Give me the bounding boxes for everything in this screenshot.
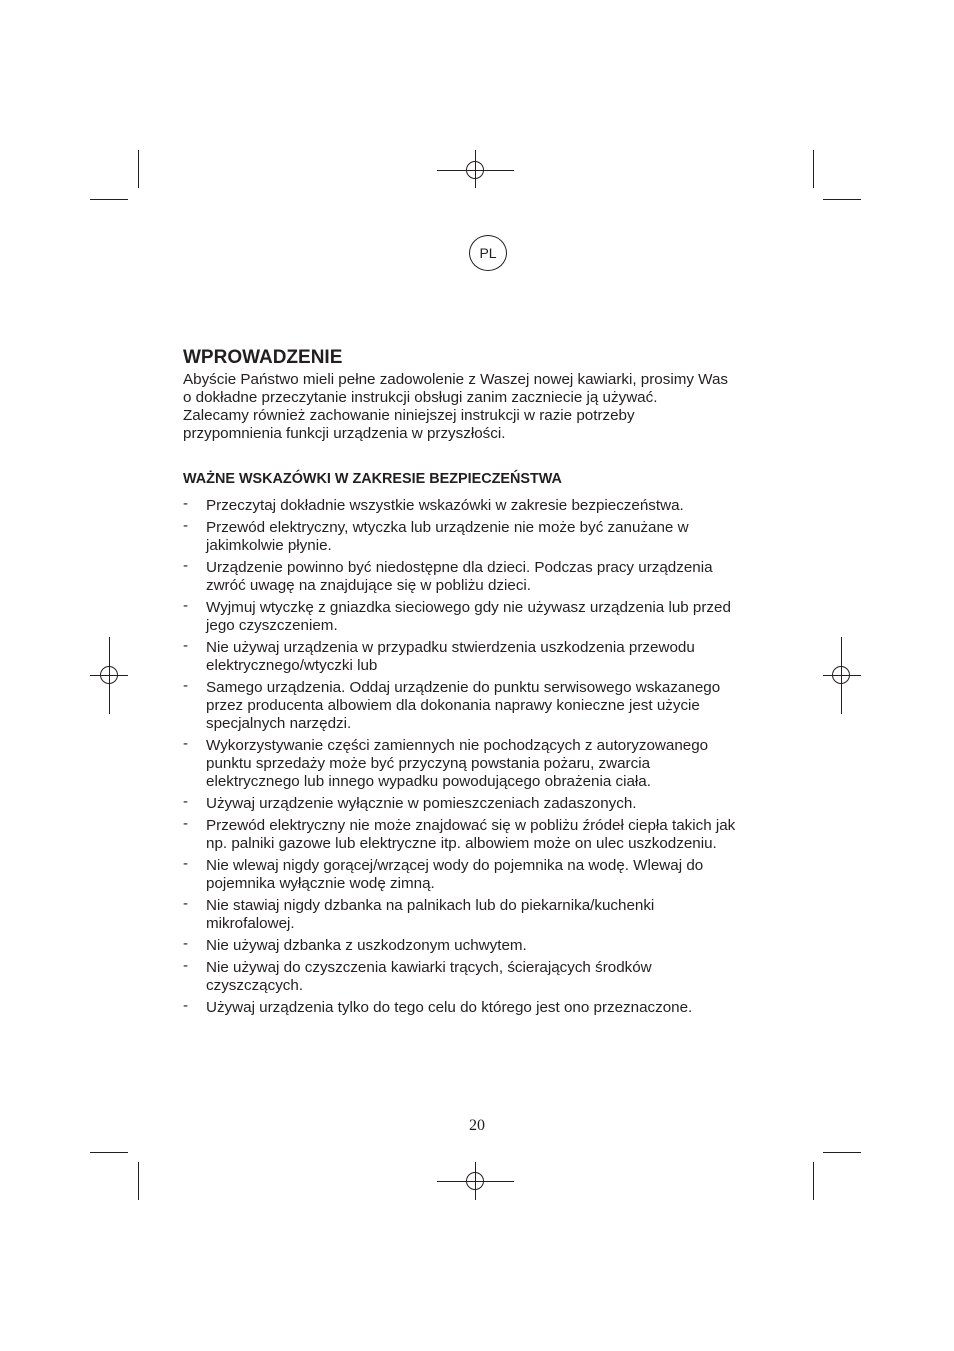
list-item-text: Wyjmuj wtyczkę z gniazdka sieciowego gdy nie używasz urządzenia lub przed [206, 599, 731, 616]
list-item [183, 737, 783, 791]
crop-mark [90, 199, 128, 200]
list-item-text: pojemnika wyłącznie wodę zimną. [206, 875, 435, 892]
list-item-text: Przewód elektryczny, wtyczka lub urządzenie nie może być zanużane w [206, 519, 689, 536]
page-number: 20 [469, 1117, 485, 1134]
list-item [183, 897, 783, 933]
list-item-text: specjalnych narzędzi. [206, 715, 352, 732]
crop-mark [813, 1162, 814, 1200]
list-item [183, 559, 783, 595]
list-item [183, 599, 783, 635]
list-item [183, 679, 783, 733]
list-item-text: punktu sprzedaży może być przyczyną powstania pożaru, zwarcia [206, 755, 651, 772]
list-item [183, 497, 783, 515]
list-item-text: jakimkolwie płynie. [206, 537, 332, 554]
intro-title: WPROWADZENIE [183, 347, 343, 368]
bullet-dash: - [183, 557, 189, 574]
list-item-text: elektrycznego/wtyczki lub [206, 657, 378, 674]
list-item [183, 937, 783, 955]
list-item-text: Używaj urządzenia tylko do tego celu do którego jest ono przeznaczone. [206, 999, 693, 1016]
list-item-text: zwróć uwagę na znajdujące się w pobliżu dzieci. [206, 577, 532, 594]
list-item [183, 519, 783, 555]
crop-mark [823, 199, 861, 200]
list-item-text: Samego urządzenia. Oddaj urządzenie do punktu serwisowego wskazanego [206, 679, 721, 696]
list-item-text: Przeczytaj dokładnie wszystkie wskazówki w zakresie bezpieczeństwa. [206, 497, 684, 514]
list-item-text: Nie używaj dzbanka z uszkodzonym uchwytem. [206, 937, 527, 954]
list-item [183, 817, 783, 853]
bullet-dash: - [183, 735, 189, 752]
list-item-text: Urządzenie powinno być niedostępne dla dzieci. Podczas pracy urządzenia [206, 559, 713, 576]
bullet-dash: - [183, 815, 189, 832]
crop-mark [90, 1152, 128, 1153]
crop-mark [138, 150, 139, 188]
list-item-text: Nie używaj do czyszczenia kawiarki trących, ścierających środków [206, 959, 652, 976]
list-item [183, 959, 783, 995]
list-item-text: jego czyszczeniem. [206, 617, 338, 634]
bullet-dash: - [183, 517, 189, 534]
list-item [183, 999, 783, 1017]
list-item [183, 857, 783, 893]
intro-line: Zalecamy również zachowanie niniejszej instrukcji w razie potrzeby [183, 407, 635, 424]
main-content [183, 346, 783, 1021]
list-item-text: Przewód elektryczny nie może znajdować się w pobliżu źródeł ciepła takich jak [206, 817, 736, 834]
crop-mark [813, 150, 814, 188]
bullet-dash: - [183, 935, 189, 952]
safety-list [183, 497, 783, 1017]
list-item-text: elektrycznego lub innego wypadku powodującego obrażenia ciała. [206, 773, 651, 790]
bullet-dash: - [183, 855, 189, 872]
intro-line: przypomnienia funkcji urządzenia w przyszłości. [183, 425, 506, 442]
bullet-dash: - [183, 997, 189, 1014]
list-item-text: Używaj urządzenie wyłącznie w pomieszczeniach zadaszonych. [206, 795, 637, 812]
bullet-dash: - [183, 793, 189, 810]
list-item [183, 795, 783, 813]
language-badge: PL [469, 235, 507, 271]
bullet-dash: - [183, 597, 189, 614]
list-item-text: czyszczących. [206, 977, 304, 994]
list-item-text: mikrofalowej. [206, 915, 295, 932]
intro-line: Abyście Państwo mieli pełne zadowolenie z Waszej nowej kawiarki, prosimy Was [183, 371, 728, 388]
list-item-text: Nie stawiaj nigdy dzbanka na palnikach lub do piekarnika/kuchenki [206, 897, 655, 914]
bullet-dash: - [183, 957, 189, 974]
bullet-dash: - [183, 637, 189, 654]
intro-line: o dokładne przeczytanie instrukcji obsługi zanim zaczniecie ją używać. [183, 389, 658, 406]
list-item [183, 639, 783, 675]
list-item-text: np. palniki gazowe lub elektryczne itp. albowiem może on ulec uszkodzeniu. [206, 835, 717, 852]
crop-mark [138, 1162, 139, 1200]
safety-title: WAŻNE WSKAZÓWKI W ZAKRESIE BEZPIECZEŃSTWA [183, 471, 562, 487]
list-item-text: przez producenta albowiem dla dokonania naprawy konieczne jest użycie [206, 697, 700, 714]
list-item-text: Wykorzystywanie części zamiennych nie pochodzących z autoryzowanego [206, 737, 709, 754]
list-item-text: Nie używaj urządzenia w przypadku stwierdzenia uszkodzenia przewodu [206, 639, 695, 656]
intro-paragraph [183, 371, 783, 443]
crop-mark [823, 1152, 861, 1153]
list-item-text: Nie wlewaj nigdy gorącej/wrzącej wody do pojemnika na wodę. Wlewaj do [206, 857, 704, 874]
bullet-dash: - [183, 495, 189, 512]
bullet-dash: - [183, 895, 189, 912]
bullet-dash: - [183, 677, 189, 694]
